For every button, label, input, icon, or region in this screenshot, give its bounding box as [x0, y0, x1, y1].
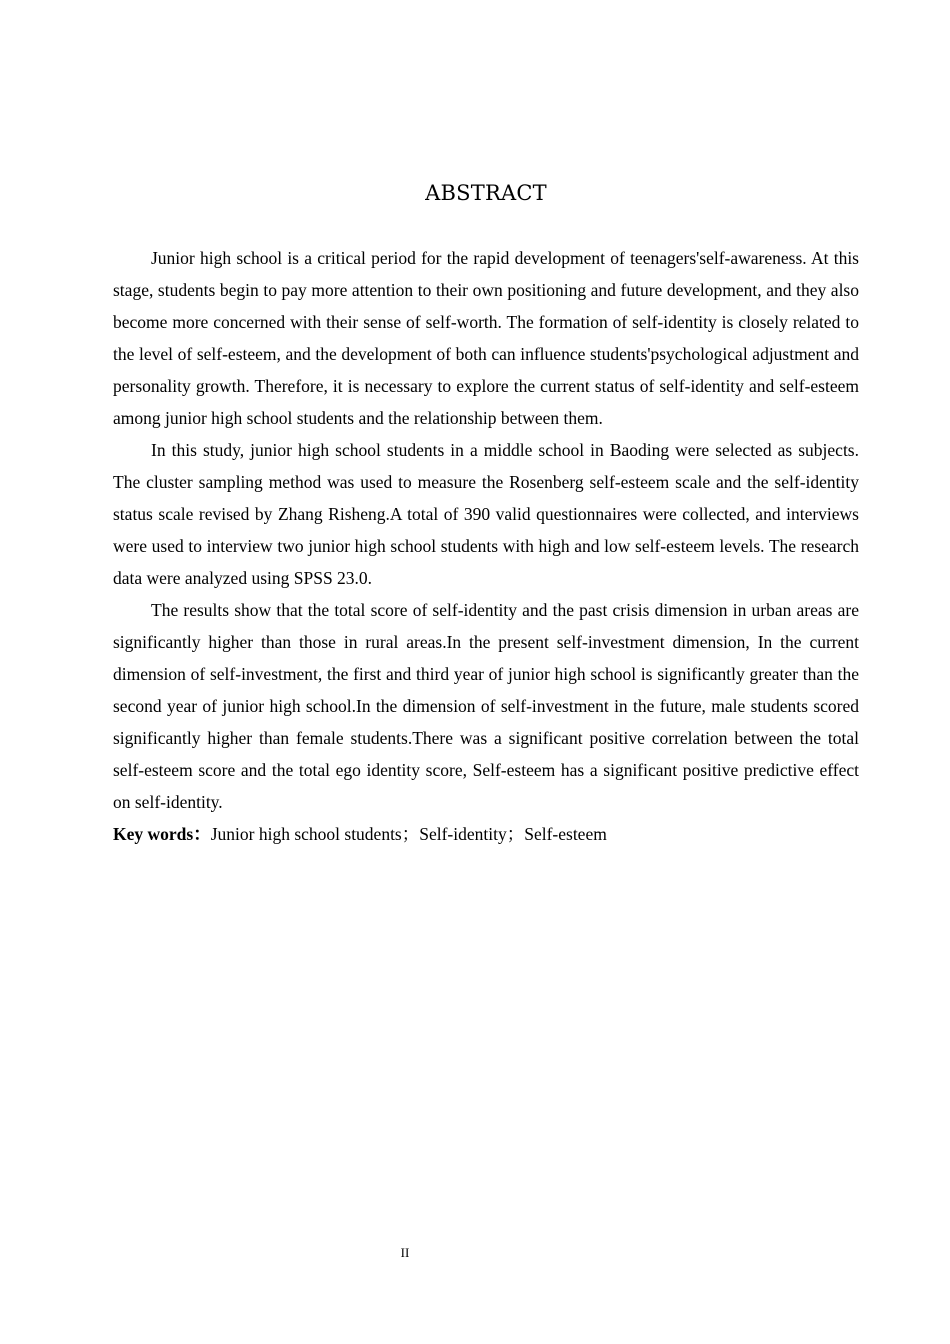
abstract-title: ABSTRACT — [425, 181, 547, 205]
keywords-text: Junior high school students；Self-identity；Self-esteem — [210, 824, 607, 844]
abstract-paragraph-3: The results show that the total score of self-identity and the past crisis dimension in urban areas are significantly higher than those in rural areas.In the present self-investment dimension, In the current dimension of self-investment, the first and third year of junior high school is significantly greater than the second year of junior high school.In the dimension of self-investment in the future, male students scored significantly higher than female students.There was a significant positive correlation between the total self-esteem score and the total ego identity score, Self-esteem has a significant positive predictive effect on self-identity. — [113, 600, 859, 812]
keywords-line — [113, 818, 859, 850]
abstract-paragraph-1: Junior high school is a critical period for the rapid development of teenagers'self-awareness. At this stage, students begin to pay more attention to their own positioning and future development, and they also become more concerned with their sense of self-worth. The formation of self-identity is closely related to the level of self-esteem, and the development of both can influence students'psychological adjustment and personality growth. Therefore, it is necessary to explore the current status of self-identity and self-esteem among junior high school students and the relationship between them. — [113, 248, 859, 428]
keywords-label: Key words： — [113, 824, 211, 844]
abstract-body — [113, 242, 859, 850]
page-number: II — [400, 1245, 410, 1260]
abstract-paragraph-2: In this study, junior high school students in a middle school in Baoding were selected as subjects. The cluster sampling method was used to measure the Rosenberg self-esteem scale and the self-identity status scale revised by Zhang Risheng.A total of 390 valid questionnaires were collected, and interviews were used to interview two junior high school students with high and low self-esteem levels. The research data were analyzed using SPSS 23.0. — [113, 440, 859, 588]
